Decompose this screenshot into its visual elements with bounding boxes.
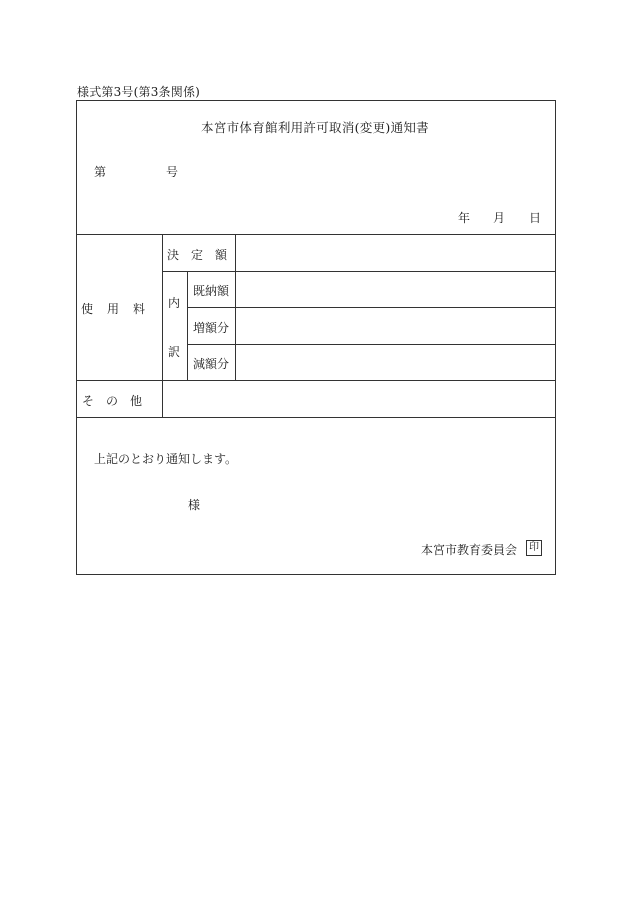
increase-amount-label: 増額分 xyxy=(193,321,230,335)
number-prefix: 第 xyxy=(94,165,107,179)
col-line-3 xyxy=(235,234,236,380)
seal-icon xyxy=(526,540,542,556)
row-line-2 xyxy=(187,307,556,308)
form-number: 様式第3号(第3条関係) xyxy=(77,85,201,99)
table-top-line xyxy=(76,234,556,235)
date-year: 年 xyxy=(458,211,471,225)
number-suffix: 号 xyxy=(166,165,179,179)
col-line-2 xyxy=(187,271,188,380)
col-line-1 xyxy=(162,234,163,417)
paid-amount-value[interactable] xyxy=(240,282,550,298)
row-line-5 xyxy=(76,417,556,418)
page-title: 本宮市体育館利用許可取消(変更)通知書 xyxy=(201,120,429,135)
decided-amount-label: 決 定 額 xyxy=(167,248,228,262)
row-line-3 xyxy=(187,344,556,345)
increase-amount-value[interactable] xyxy=(240,319,550,335)
breakdown-label-top: 内 xyxy=(168,296,181,310)
decrease-amount-label: 減額分 xyxy=(193,357,230,371)
seal-label: 印 xyxy=(529,542,539,553)
paid-amount-label: 既納額 xyxy=(193,284,230,298)
document-frame xyxy=(76,100,556,575)
issuer-name: 本宮市教育委員会 xyxy=(421,543,518,557)
notice-text: 上記のとおり通知します。 xyxy=(94,452,238,466)
other-value[interactable] xyxy=(168,392,548,408)
fee-label: 使 用 料 xyxy=(81,302,147,316)
decrease-amount-value[interactable] xyxy=(240,355,550,371)
row-line-4 xyxy=(76,380,556,381)
breakdown-label-bottom: 訳 xyxy=(168,345,181,359)
addressee-suffix: 様 xyxy=(188,498,201,512)
date-month: 月 xyxy=(493,211,506,225)
date-day: 日 xyxy=(529,211,542,225)
decided-amount-value[interactable] xyxy=(240,246,550,262)
row-line-1 xyxy=(162,271,556,272)
other-label: そ の 他 xyxy=(82,394,143,408)
